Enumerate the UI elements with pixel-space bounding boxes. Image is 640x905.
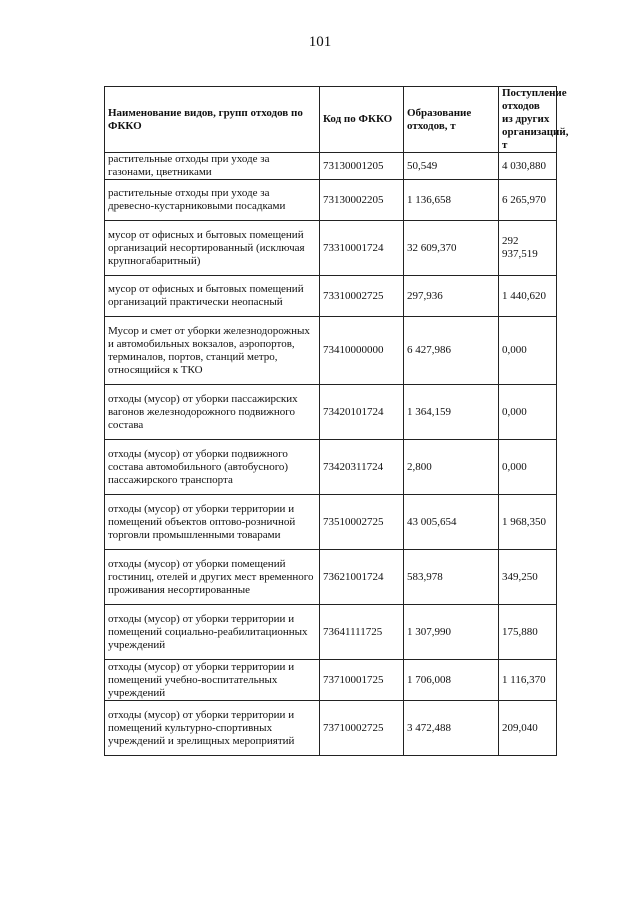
cell-name: Мусор и смет от уборки железнодорожных и автомобильных вокзалов, аэропортов, терминалов, портов, станций метро, относящийся к ТКО <box>105 317 320 385</box>
table-header-row <box>105 87 557 153</box>
cell-code: 73710001725 <box>320 660 404 701</box>
cell-code: 73621001724 <box>320 550 404 605</box>
cell-name: отходы (мусор) от уборки пассажирских вагонов железнодорожного подвижного состава <box>105 385 320 440</box>
table-row <box>105 317 557 385</box>
cell-received: 4 030,880 <box>499 153 557 180</box>
cell-received: 292 937,519 <box>499 221 557 276</box>
table-row <box>105 550 557 605</box>
page-number: 101 <box>308 34 332 50</box>
cell-code: 73510002725 <box>320 495 404 550</box>
table-row <box>105 495 557 550</box>
header-code: Код по ФККО <box>320 87 404 153</box>
cell-code: 73410000000 <box>320 317 404 385</box>
header-name: Наименование видов, групп отходов по ФККО <box>105 87 320 153</box>
cell-generated: 1 364,159 <box>404 385 499 440</box>
cell-name: растительные отходы при уходе за газонами, цветниками <box>105 153 320 180</box>
cell-code: 73710002725 <box>320 701 404 756</box>
cell-code: 73420311724 <box>320 440 404 495</box>
cell-generated: 1 307,990 <box>404 605 499 660</box>
cell-code: 73130001205 <box>320 153 404 180</box>
cell-generated: 1 136,658 <box>404 180 499 221</box>
table-row <box>105 440 557 495</box>
cell-received: 6 265,970 <box>499 180 557 221</box>
table-row <box>105 276 557 317</box>
cell-generated: 6 427,986 <box>404 317 499 385</box>
waste-table <box>104 86 569 756</box>
cell-received: 0,000 <box>499 317 557 385</box>
table-row <box>105 701 557 756</box>
cell-generated: 297,936 <box>404 276 499 317</box>
cell-received: 1 116,370 <box>499 660 557 701</box>
cell-generated: 2,800 <box>404 440 499 495</box>
cell-code: 73420101724 <box>320 385 404 440</box>
cell-code: 73130002205 <box>320 180 404 221</box>
cell-generated: 3 472,488 <box>404 701 499 756</box>
cell-generated: 43 005,654 <box>404 495 499 550</box>
cell-code: 73641111725 <box>320 605 404 660</box>
table-row <box>105 153 557 180</box>
table-row <box>105 385 557 440</box>
cell-received: 1 440,620 <box>499 276 557 317</box>
cell-received: 209,040 <box>499 701 557 756</box>
cell-name: отходы (мусор) от уборки помещений гостиниц, отелей и других мест временного проживания несортированные <box>105 550 320 605</box>
header-received: Поступление отходов из других организаций, т <box>499 87 557 153</box>
cell-name: отходы (мусор) от уборки территории и помещений социально-реабилитационных учреждений <box>105 605 320 660</box>
cell-name: растительные отходы при уходе за древесно-кустарниковыми посадками <box>105 180 320 221</box>
cell-generated: 32 609,370 <box>404 221 499 276</box>
cell-received: 0,000 <box>499 440 557 495</box>
cell-code: 73310002725 <box>320 276 404 317</box>
cell-received: 175,880 <box>499 605 557 660</box>
table-row <box>105 660 557 701</box>
header-generated: Образование отходов, т <box>404 87 499 153</box>
cell-code: 73310001724 <box>320 221 404 276</box>
table-row <box>105 605 557 660</box>
cell-received: 1 968,350 <box>499 495 557 550</box>
cell-name: мусор от офисных и бытовых помещений организаций несортированный (исключая крупногабаритный) <box>105 221 320 276</box>
cell-generated: 583,978 <box>404 550 499 605</box>
table-row <box>105 180 557 221</box>
cell-name: отходы (мусор) от уборки территории и помещений объектов оптово-розничной торговли промышленными товарами <box>105 495 320 550</box>
cell-name: мусор от офисных и бытовых помещений организаций практически неопасный <box>105 276 320 317</box>
cell-generated: 50,549 <box>404 153 499 180</box>
cell-received: 0,000 <box>499 385 557 440</box>
cell-name: отходы (мусор) от уборки подвижного состава автомобильного (автобусного) пассажирского транспорта <box>105 440 320 495</box>
cell-name: отходы (мусор) от уборки территории и помещений культурно-спортивных учреждений и зрелищных мероприятий <box>105 701 320 756</box>
cell-name: отходы (мусор) от уборки территории и помещений учебно-воспитательных учреждений <box>105 660 320 701</box>
table-row <box>105 221 557 276</box>
cell-generated: 1 706,008 <box>404 660 499 701</box>
cell-received: 349,250 <box>499 550 557 605</box>
